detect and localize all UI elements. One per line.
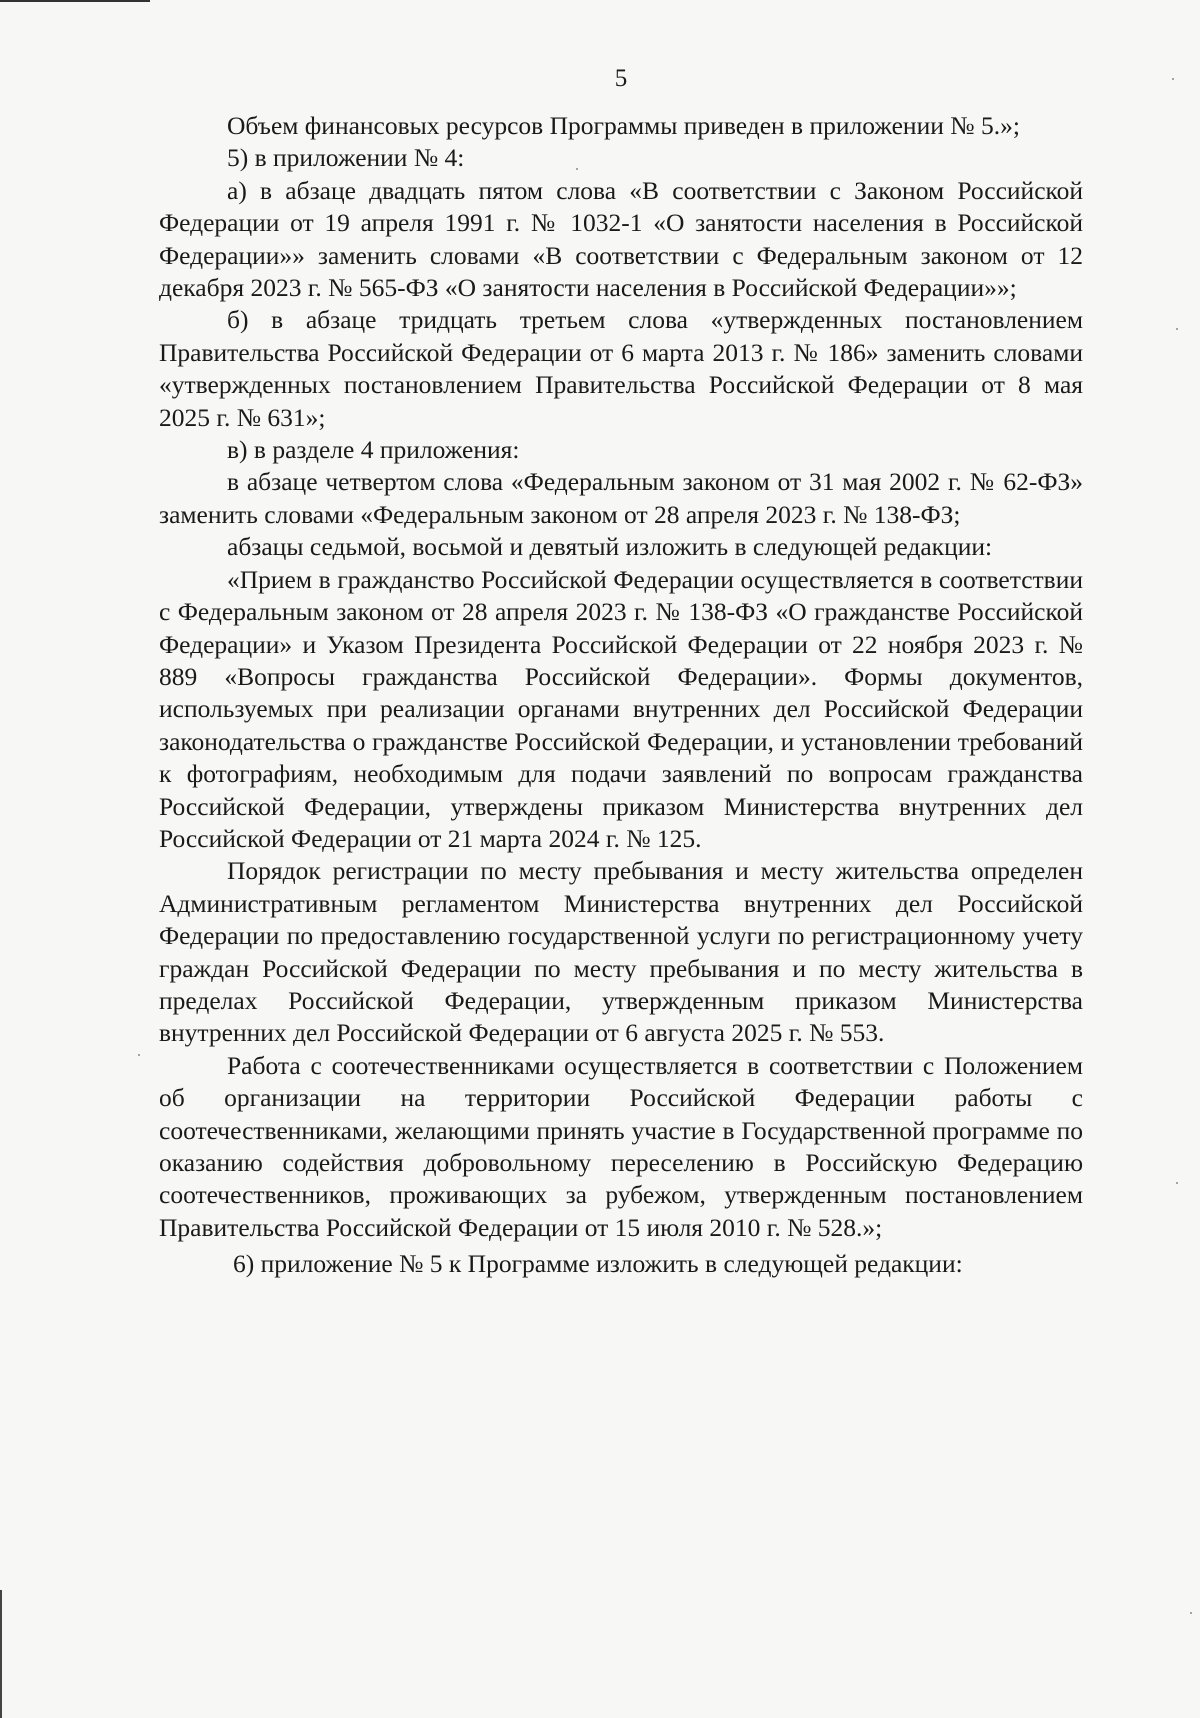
document-page [159,62,1083,1281]
scan-speck [1172,78,1174,80]
scan-edge-left [0,1590,2,1718]
paragraph-item-5v: в) в разделе 4 приложения: [227,435,520,465]
paragraph-fourth-abzats: в абзаце четвертом слова «Федеральным законом от 31 мая 2002 г. № 62-ФЗ» заменить словами «Федеральным законом от 28 апреля 2023 г. № 138-ФЗ; [159,467,1083,529]
paragraph-item-5: 5) в приложении № 4: [227,143,465,173]
paragraph-financial-resources: Объем финансовых ресурсов Программы приведен в приложении № 5.»; [227,111,1020,140]
scan-speck [1190,1612,1192,1614]
document-body [159,110,1083,1281]
paragraph-item-6: 6) приложение № 5 к Программе изложить в следующей редакции: [233,1249,963,1279]
paragraph-compatriots: Работа с соотечественниками осуществляется в соответствии с Положением об организации на территории Российской Федерации работы с соотечественниками, желающими принять участие в Государственной программе по оказанию содействия добровольному переселению в Российскую Федерацию соотечественников, проживающих за рубежом, утвержденным постановлением Правительства Российской Федерации от 15 июля 2010 г. № 528.»; [159,1050,1083,1242]
page-number: 5 [614,65,628,92]
scan-edge-top [0,0,150,2]
paragraph-item-5b: б) в абзаце тридцать третьем слова «утвержденных постановлением Правительства Российской Федерации от 6 марта 2013 г. № 186» заменить словами «утвержденных постановлением Правительства Российской Федерации от 8 мая 2025 г. № 631»; [159,305,1083,432]
paragraph-registration: Порядок регистрации по месту пребывания и месту жительства определен Административным регламентом Министерства внутренних дел Российской Федерации по предоставлению государственной услуги по регистрационному учету граждан Российской Федерации по месту пребывания и по месту жительства в пределах Российской Федерации, утвержденным приказом Министерства внутренних дел Российской Федерации от 6 августа 2025 г. № 553. [159,856,1083,1048]
paragraph-item-5a: а) в абзаце двадцать пятом слова «В соответствии с Законом Российской Федерации от 19 апреля 1991 г. № 1032-1 «О занятости населения в Российской Федерации»» заменить словами «В соответствии с Федеральным законом от 12 декабря 2023 г. № 565-ФЗ «О занятости населения в Российской Федерации»»; [159,175,1083,303]
scan-speck [138,1054,140,1056]
paragraph-abzats-7-8-9: абзацы седьмой, восьмой и девятый изложить в следующей редакции: [227,532,993,562]
scan-speck [1176,328,1178,330]
scan-speck [1176,1182,1178,1184]
paragraph-citizenship: «Прием в гражданство Российской Федерации осуществляется в соответствии с Федеральным законом от 28 апреля 2023 г. № 138-ФЗ «О гражданстве Российской Федерации» и Указом Президента Российской Федерации от 22 ноября 2023 г. № 889 «Вопросы гражданства Российской Федерации». Формы документов, используемых при реализации органами внутренних дел Российской Федерации законодательства о гражданстве Российской Федерации, и установлении требований к фотографиям, необходимым для подачи заявлений по вопросам гражданства Российской Федерации, утверждены приказом Министерства внутренних дел Российской Федерации от 21 марта 2024 г. № 125. [159,564,1083,853]
